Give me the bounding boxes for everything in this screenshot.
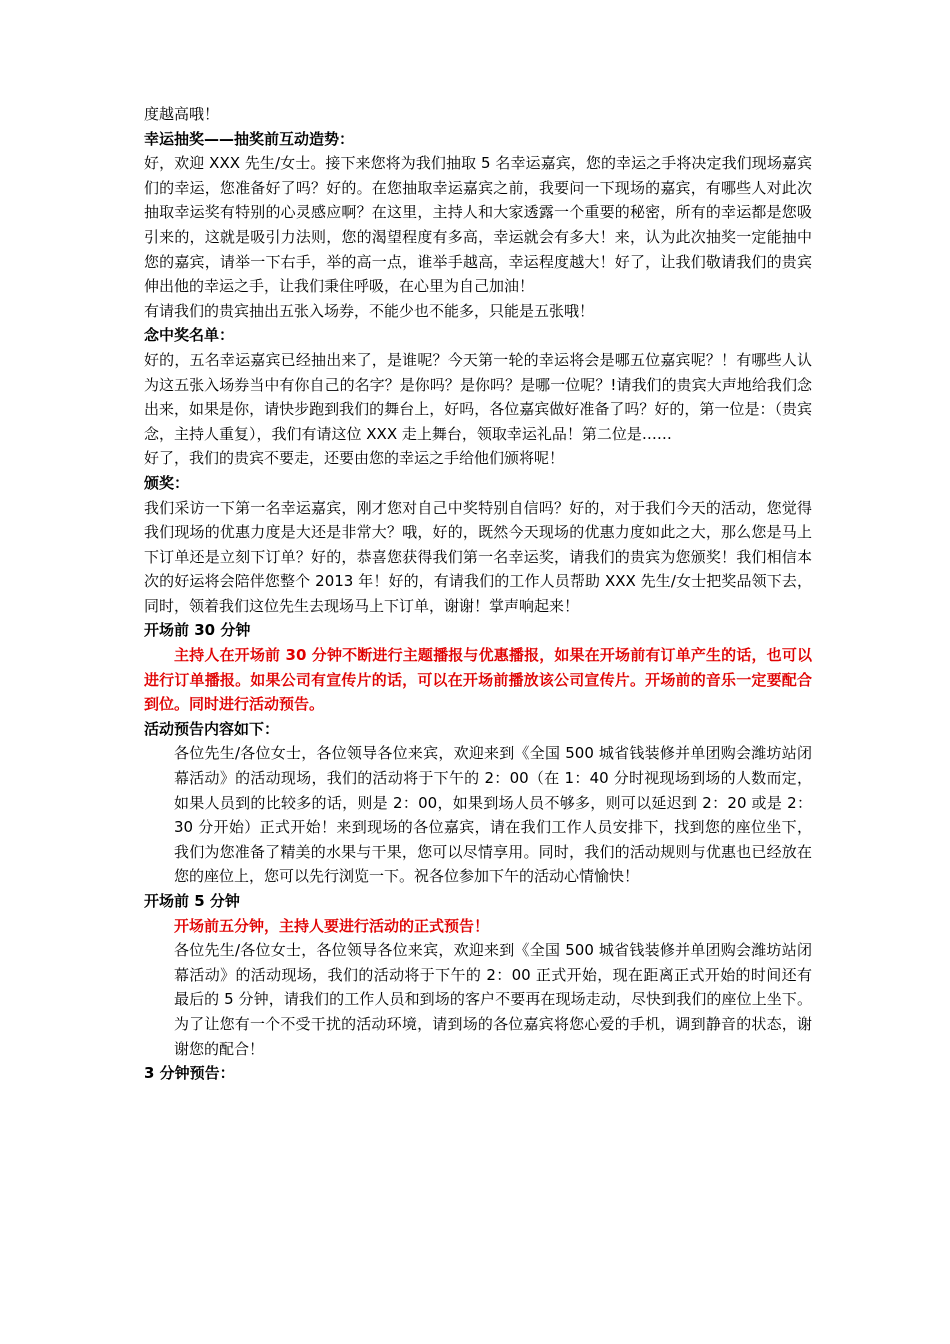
paragraph: 各位先生/各位女士，各位领导各位来宾，欢迎来到《全国 500 城省钱装修并单团购会潍坊站闭幕活动》的活动现场，我们的活动将于下午的 2：00 正式开始，现在距离正式开始的时间还有最后的 5 分钟，请我们的工作人员和到场的客户不要再在现场走动，尽快到我们的座位上坐下。为了让您有一个不受干扰的活动环境，请到场的各位嘉宾将您心爱的手机，调到静音的状态，谢谢您的配合！ xyxy=(174,941,812,1058)
paragraph: 有请我们的贵宾抽出五张入场券，不能少也不能多，只能是五张哦！ xyxy=(144,301,595,320)
paragraph: 好，欢迎 XXX 先生/女士。接下来您将为我们抽取 5 名幸运嘉宾，您的幸运之手将决定我们现场嘉宾们的幸运，您准备好了吗？好的。在您抽取幸运嘉宾之前，我要问一下现场的嘉宾，有哪些人对此次抽取幸运奖有特别的心灵感应啊？在这里，主持人和大家透露一个重要的秘密，所有的幸运都是您吸引来的，这就是吸引力法则，您的渴望程度有多高，幸运就会有多大！来，认为此次抽奖一定能抽中您的嘉宾，请举一下右手，举的高一点，谁举手越高，幸运程度越大！好了，让我们敬请我们的贵宾伸出他的幸运之手，让我们秉住呼吸，在心里为自己加油！ xyxy=(144,154,812,296)
heading-3-min-preview: 3 分钟预告： xyxy=(144,1064,235,1083)
heading-before-30-min: 开场前 30 分钟 xyxy=(144,621,251,640)
heading-before-5-min: 开场前 5 分钟 xyxy=(144,892,240,910)
continued-text: 度越高哦！ xyxy=(144,105,220,123)
paragraph: 好了，我们的贵宾不要走，还要由您的幸运之手给他们颁将呢！ xyxy=(144,449,565,468)
paragraph: 各位先生/各位女士，各位领导各位来宾，欢迎来到《全国 500 城省钱装修并单团购会潍坊站闭幕活动》的活动现场，我们的活动将于下午的 2：00（在 1：40 分时视现场到场的人数而定，如果人员到的比较多的话，则是 2：00，如果到场人员不够多，则可以延迟到 2：20 或是 2：30 分开始）正式开始！来到现场的各位嘉宾，请在我们工作人员安排下，找到您的座位坐下，我们为您准备了精美的水果与干果，您可以尽情享用。同时，我们的活动规则与优惠也已经放在您的座位上，您可以先行浏览一下。祝各位参加下午的活动心情愉快！ xyxy=(174,744,812,886)
paragraph: 我们采访一下第一名幸运嘉宾，刚才您对自己中奖特别自信吗？好的，对于我们今天的活动，您觉得我们现场的优惠力度是大还是非常大？哦，好的，既然今天现场的优惠力度如此之大，那么您是马上下订单还是立刻下订单？好的，恭喜您获得我们第一名幸运奖，请我们的贵宾为您颁奖！我们相信本次的好运将会陪伴您整个 2013 年！好的，有请我们的工作人员帮助 XXX 先生/女士把奖品领下去，同时，领着我们这位先生去现场马上下订单，谢谢！掌声响起来！ xyxy=(144,498,812,615)
heading-award: 颁奖： xyxy=(144,473,190,492)
red-note: 主持人在开场前 30 分钟不断进行主题播报与优惠播报，如果在开场前有订单产生的话，也可以进行订单播报。如果公司有宣传片的话，可以在开场前播放该公司宣传片。开场前的音乐一定要配合到位。同时进行活动预告。 xyxy=(144,646,812,714)
heading-lucky-draw: 幸运抽奖——抽奖前互动造势： xyxy=(144,129,355,148)
heading-preview-content: 活动预告内容如下： xyxy=(144,719,280,738)
heading-winner-list: 念中奖名单： xyxy=(144,326,235,345)
red-note: 开场前五分钟，主持人要进行活动的正式预告！ xyxy=(174,916,490,935)
paragraph: 好的，五名幸运嘉宾已经抽出来了，是谁呢？今天第一轮的幸运将会是哪五位嘉宾呢？！有哪些人认为这五张入场券当中有你自己的名字？是你吗？是你吗？是哪一位呢？!请我们的贵宾大声地给我们念出来，如果是你，请快步跑到我们的舞台上，好吗，各位嘉宾做好准备了吗？好的，第一位是：（贵宾念，主持人重复），我们有请这位 XXX 走上舞台，领取幸运礼品！第二位是…… xyxy=(144,350,812,443)
document-page xyxy=(144,102,812,1086)
